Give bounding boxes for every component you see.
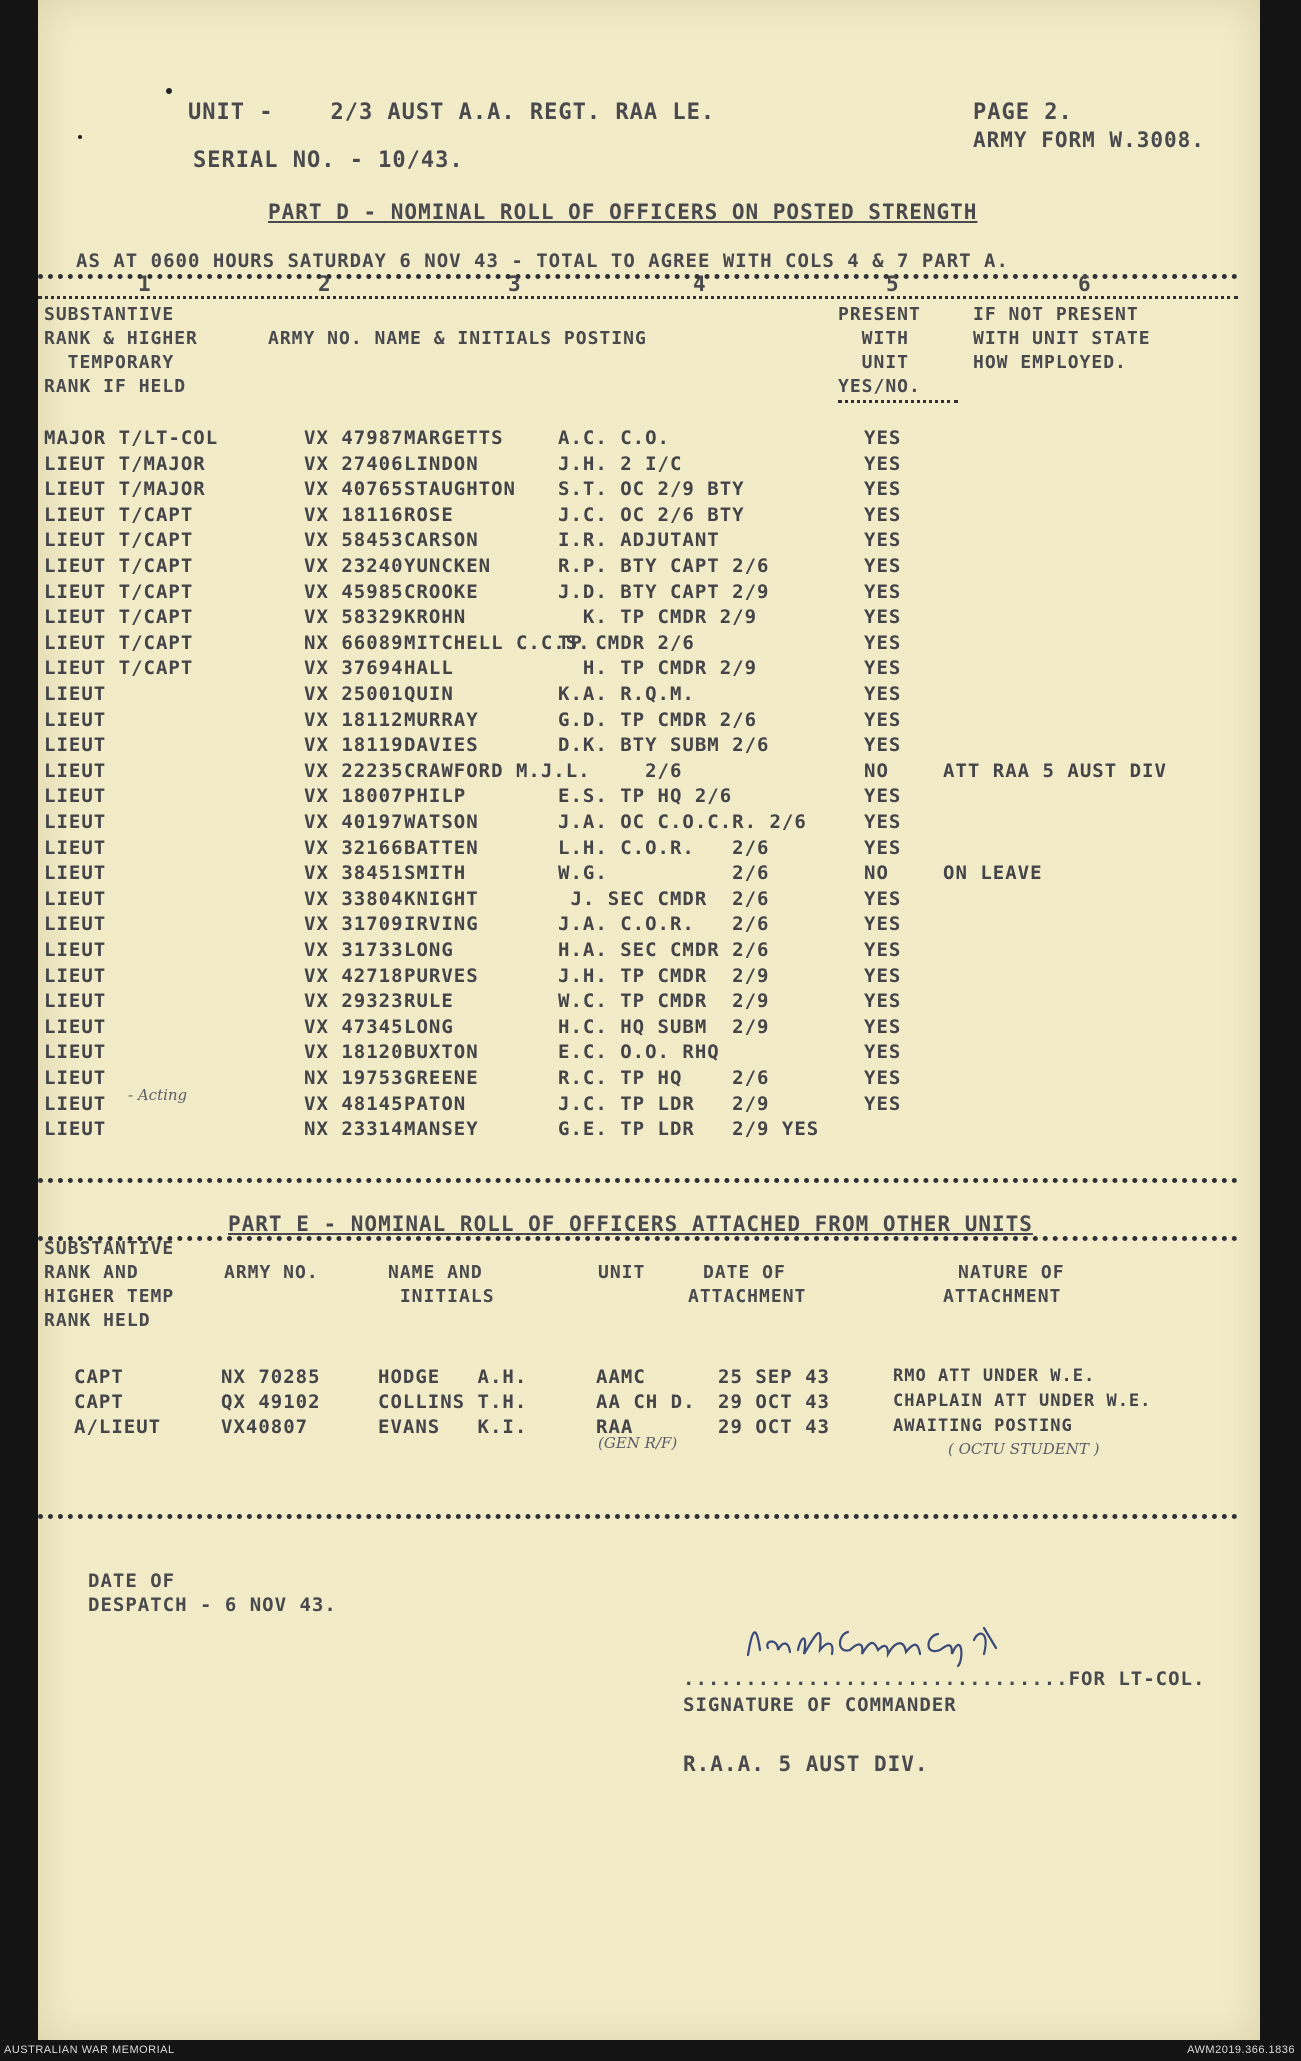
name-cell: RULE [404,990,454,1013]
divider [38,1178,1238,1183]
present-cell: YES [864,631,902,654]
rank-cell: LIEUT T/CAPT [44,503,194,526]
col-number: 6 [1078,272,1092,296]
acting-annotation: - Acting [128,1086,188,1104]
footer-left: AUSTRALIAN WAR MEMORIAL [4,2044,175,2056]
nature-cell: AWAITING POSTING [893,1416,1073,1436]
name-cell: SMITH [404,862,467,885]
army-no-cell: VX 23240 [304,555,404,577]
name-cell: BUXTON [404,1041,479,1064]
divider [38,1236,1238,1241]
army-no-cell: NX 66089 [304,631,404,654]
e-header-name: INITIALS [388,1286,495,1307]
rank-cell: LIEUT [44,1041,107,1064]
posting-cell: J.C. TP LDR 2/9 [558,1092,770,1115]
date-cell: 29 OCT 43 [718,1391,830,1413]
rank-cell: LIEUT [44,1118,107,1141]
posting-cell: H.C. HQ SUBM 2/9 [558,1015,770,1038]
army-no-cell: VX 32166 [304,836,404,859]
present-cell: YES [864,785,902,808]
posting-cell: K. TP CMDR 2/9 [558,606,758,629]
name-cell: DAVIES [404,734,479,757]
posting-cell: I.R. ADJUTANT [558,529,720,552]
army-no-cell: VX 22235 [304,759,404,782]
header-not-present: HOW EMPLOYED. [973,352,1127,373]
name-cell: KROHN [404,606,467,629]
present-cell: YES [864,555,902,577]
rank-cell: CAPT [74,1391,124,1413]
army-no-cell: VX 18112 [304,708,404,731]
name-cell: COLLINS T.H. [378,1391,528,1413]
army-no-cell: VX 37694 [304,657,404,680]
header-rank: SUBSTANTIVE [44,304,175,325]
nature-cell: CHAPLAIN ATT UNDER W.E. [893,1391,1152,1411]
date-cell: 25 SEP 43 [718,1366,830,1388]
e-header-nature: ATTACHMENT [943,1286,1062,1307]
posting-cell: H.A. SEC CMDR 2/6 [558,939,770,961]
e-header-date: DATE OF [703,1262,786,1283]
e-header-name: NAME AND [388,1262,483,1283]
rank-cell: LIEUT [44,811,107,833]
posting-cell: D.K. BTY SUBM 2/6 [558,734,770,757]
name-cell: CRAWFORD M.J.L. [404,759,591,782]
rank-cell: CAPT [74,1366,124,1388]
army-no-cell: VX 18007 [304,785,404,808]
present-cell: YES [864,580,902,603]
gen-rf-annotation: (GEN R/F) [598,1434,678,1452]
name-cell: HALL [404,657,454,680]
page-number: PAGE 2. [973,100,1073,125]
army-no-cell: VX 18119 [304,734,404,757]
rank-cell: LIEUT [44,939,107,961]
e-header-date: ATTACHMENT [688,1286,807,1307]
punch-mark [78,135,82,139]
name-cell: LINDON [404,452,479,475]
header-army-no: ARMY NO. NAME & INITIALS POSTING [268,328,647,349]
name-cell: HODGE A.H. [378,1366,528,1388]
punch-mark [166,88,172,94]
present-cell: YES [864,811,902,833]
present-cell: YES [864,1041,902,1064]
divider [38,274,1238,279]
army-no-cell: VX 38451 [304,862,404,885]
rank-cell: LIEUT T/CAPT [44,657,194,680]
rank-cell: LIEUT [44,913,107,936]
name-cell: KNIGHT [404,887,479,910]
army-no-cell: VX 47345 [304,1015,404,1038]
army-no-cell: VX 48145 [304,1092,404,1115]
present-cell: YES [864,939,902,961]
rank-cell: LIEUT T/CAPT [44,606,194,629]
posting-cell: J. SEC CMDR 2/6 [558,887,770,910]
army-no-cell: VX 29323 [304,990,404,1013]
army-no-cell: VX 40765 [304,478,404,501]
rank-cell: LIEUT [44,1015,107,1038]
rank-cell: LIEUT [44,964,107,987]
rank-cell: LIEUT [44,990,107,1013]
col-number: 3 [508,272,522,296]
e-header-army-no: ARMY NO. [224,1262,319,1283]
rank-cell: LIEUT [44,1092,107,1115]
document-page [38,0,1260,2040]
unit-cell: RAA [596,1416,634,1438]
name-cell: LONG [404,1015,454,1038]
signature-caption: SIGNATURE OF COMMANDER [683,1694,957,1716]
underline [838,400,958,403]
army-no-cell: VX 40197 [304,811,404,833]
posting-cell: H. TP CMDR 2/9 [558,657,758,680]
name-cell: PATON [404,1092,467,1115]
rank-cell: LIEUT [44,683,107,705]
army-no-cell: VX 18116 [304,503,404,526]
present-cell: YES [864,683,902,705]
date-cell: 29 OCT 43 [718,1416,830,1438]
rank-cell: LIEUT T/CAPT [44,631,194,654]
header-present: YES/NO. [838,376,921,397]
posting-cell: A.C. C.O. [558,427,670,449]
army-no-cell: VX 25001 [304,683,404,705]
col-number: 1 [138,272,152,296]
present-cell: YES [864,452,902,475]
army-no-cell: NX 70285 [221,1366,321,1388]
posting-cell: W.C. TP CMDR 2/9 [558,990,770,1013]
header-rank: RANK & HIGHER [44,328,198,349]
name-cell: EVANS K.I. [378,1416,528,1438]
e-header-rank: RANK HELD [44,1310,151,1331]
rank-cell: LIEUT [44,887,107,910]
present-cell: YES [864,708,902,731]
army-no-cell: VX 42718 [304,964,404,987]
rank-cell: MAJOR T/LT-COL [44,427,219,449]
present-cell: YES [864,1015,902,1038]
divider [38,296,1238,299]
posting-cell: J.C. OC 2/6 BTY [558,503,745,526]
header-present: WITH [838,328,910,349]
rank-cell: LIEUT [44,759,107,782]
posting-cell: R.P. BTY CAPT 2/6 [558,555,770,577]
rank-cell: LIEUT T/CAPT [44,555,194,577]
unit-cell: AAMC [596,1366,646,1388]
army-no-cell: QX 49102 [221,1391,321,1413]
present-cell: YES [864,606,902,629]
name-cell: MURRAY [404,708,479,731]
army-no-cell: VX 33804 [304,887,404,910]
note-cell: ON LEAVE [943,862,1043,885]
header-rank: TEMPORARY [44,352,175,373]
unit-cell: AA CH D. [596,1391,696,1413]
header-present: PRESENT [838,304,921,325]
name-cell: QUIN [404,683,454,705]
rank-cell: LIEUT [44,1067,107,1089]
present-cell: YES [864,1092,902,1115]
e-header-rank: HIGHER TEMP [44,1286,175,1307]
rank-cell: LIEUT [44,836,107,859]
col-number: 4 [693,272,707,296]
rank-cell: LIEUT T/MAJOR [44,452,206,475]
present-cell: YES [864,734,902,757]
unit-line: UNIT - 2/3 AUST A.A. REGT. RAA LE. [188,100,716,125]
name-cell: PURVES [404,964,479,987]
army-no-cell: VX 31733 [304,939,404,961]
rank-cell: LIEUT T/CAPT [44,529,194,552]
posting-cell: J.A. OC C.O.C.R. 2/6 [558,811,807,833]
form-number: ARMY FORM W.3008. [973,128,1205,152]
posting-cell: L.H. C.O.R. 2/6 [558,836,770,859]
header-present: UNIT [838,352,910,373]
header-rank: RANK IF HELD [44,376,187,397]
posting-cell: TP CMDR 2/6 [558,631,695,654]
present-cell: YES [864,964,902,987]
name-cell: IRVING [404,913,479,936]
signature-line: ...............................FOR LT-COL. [683,1668,1206,1690]
army-no-cell: NX 23314 [304,1118,404,1141]
army-no-cell: VX 18120 [304,1041,404,1064]
name-cell: STAUGHTON [404,478,516,501]
divider [38,1514,1238,1519]
posting-cell: E.S. TP HQ 2/6 [558,785,733,808]
present-cell: YES [864,657,902,680]
signature-org: R.A.A. 5 AUST DIV. [683,1752,929,1776]
e-header-rank: RANK AND [44,1262,139,1283]
rank-cell: LIEUT T/CAPT [44,580,194,603]
rank-cell: LIEUT [44,785,107,808]
name-cell: BATTEN [404,836,479,859]
army-no-cell: VX 27406 [304,452,404,475]
name-cell: CARSON [404,529,479,552]
name-cell: LONG [404,939,454,961]
present-cell: YES [864,1067,902,1089]
present-cell: YES [864,887,902,910]
posting-cell: R.C. TP HQ 2/6 [558,1067,770,1089]
header-not-present: IF NOT PRESENT [973,304,1139,325]
despatch-label: DATE OF [88,1570,176,1592]
footer-right: AWM2019.366.1836 [1187,2044,1295,2056]
present-cell: NO [864,862,889,885]
posting-cell: E.C. O.O. RHQ [558,1041,720,1064]
present-cell: YES [864,990,902,1013]
present-cell: YES [864,836,902,859]
army-no-cell: VX 58453 [304,529,404,552]
note-cell: ATT RAA 5 AUST DIV [943,759,1167,782]
serial-number: SERIAL NO. - 10/43. [193,148,464,173]
handwritten-signature [738,1610,1038,1670]
name-cell: PHILP [404,785,467,808]
name-cell: MARGETTS [404,427,504,449]
posting-cell: 2/6 [558,759,683,782]
e-header-rank: SUBSTANTIVE [44,1238,175,1259]
posting-cell: G.D. TP CMDR 2/6 [558,708,758,731]
present-cell: NO [864,759,889,782]
army-no-cell: VX40807 [221,1416,309,1438]
name-cell: GREENE [404,1067,479,1089]
army-no-cell: NX 19753 [304,1067,404,1089]
posting-cell: J.A. C.O.R. 2/6 [558,913,770,936]
present-cell: YES [864,529,902,552]
col-number: 2 [318,272,332,296]
rank-cell: LIEUT [44,734,107,757]
posting-cell: S.T. OC 2/9 BTY [558,478,745,501]
e-header-nature: NATURE OF [958,1262,1065,1283]
nature-cell: RMO ATT UNDER W.E. [893,1366,1096,1386]
rank-cell: A/LIEUT [74,1416,162,1438]
col-number: 5 [886,272,900,296]
present-cell: YES [864,427,902,449]
name-cell: YUNCKEN [404,555,492,577]
posting-cell: J.D. BTY CAPT 2/9 [558,580,770,603]
army-no-cell: VX 47987 [304,427,404,449]
name-cell: WATSON [404,811,479,833]
octu-annotation: ( OCTU STUDENT ) [948,1440,1100,1458]
part-e-title: PART E - NOMINAL ROLL OF OFFICERS ATTACHED FROM OTHER UNITS [228,1212,1033,1236]
rank-cell: LIEUT T/MAJOR [44,478,206,501]
name-cell: MITCHELL C.C.S. [404,631,591,654]
present-cell: YES [864,478,902,501]
present-cell: YES [864,503,902,526]
posting-cell: J.H. 2 I/C [558,452,683,475]
name-cell: CROOKE [404,580,479,603]
part-d-title: PART D - NOMINAL ROLL OF OFFICERS ON POSTED STRENGTH [268,200,978,224]
rank-cell: LIEUT [44,862,107,885]
posting-cell: K.A. R.Q.M. [558,683,695,705]
name-cell: MANSEY [404,1118,479,1141]
posting-cell: J.H. TP CMDR 2/9 [558,964,770,987]
despatch-date: DESPATCH - 6 NOV 43. [88,1594,337,1616]
name-cell: ROSE [404,503,454,526]
header-not-present: WITH UNIT STATE [973,328,1151,349]
part-d-subtitle: AS AT 0600 HOURS SATURDAY 6 NOV 43 - TOTAL TO AGREE WITH COLS 4 & 7 PART A. [76,250,1009,272]
army-no-cell: VX 45985 [304,580,404,603]
posting-cell: W.G. 2/6 [558,862,770,885]
present-cell: YES [864,913,902,936]
rank-cell: LIEUT [44,708,107,731]
army-no-cell: VX 31709 [304,913,404,936]
posting-cell: G.E. TP LDR 2/9 YES [558,1118,820,1141]
e-header-unit: UNIT [598,1262,646,1283]
army-no-cell: VX 58329 [304,606,404,629]
